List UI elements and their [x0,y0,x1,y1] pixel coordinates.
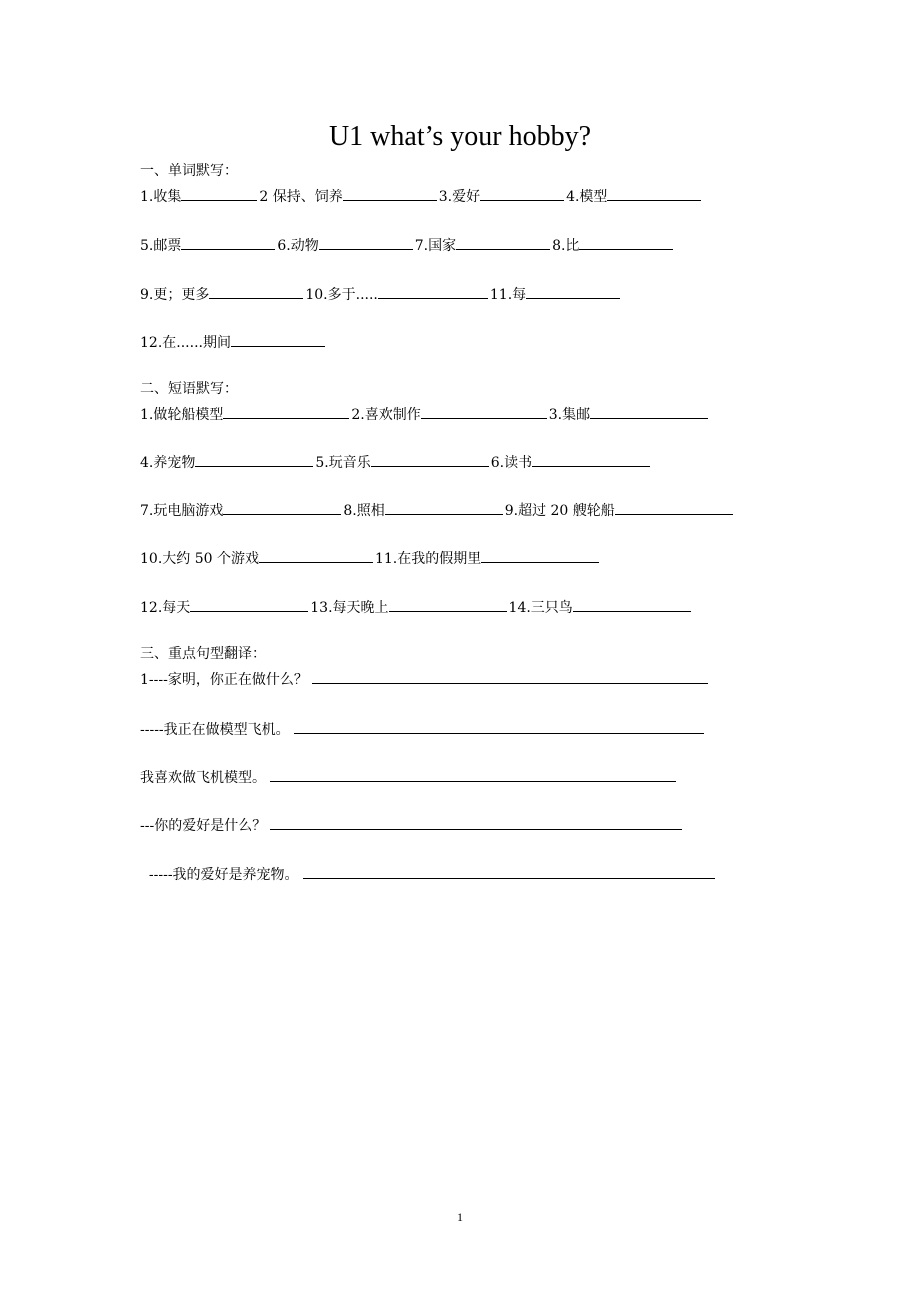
phrase-item: 12.每天 [140,600,191,616]
section1-row-4 [140,332,327,352]
answer-blank[interactable] [371,452,489,467]
phrase-item: 9.超过 20 艘轮船 [504,503,615,519]
phrase-item: 1.做轮船模型 [140,407,224,423]
phrase-item: 7.玩电脑游戏 [140,503,224,519]
section3-heading: 三、重点句型翻译： [140,646,266,662]
page-title: U1 what’s your hobby? [328,121,592,152]
answer-blank[interactable] [312,669,708,684]
answer-blank[interactable] [195,452,313,467]
phrase-item: 10.大约 50 个游戏 [140,551,259,567]
vocab-item: 7.国家 [414,238,457,254]
section1-row-2 [140,235,675,255]
answer-blank[interactable] [579,235,673,250]
section1-heading: 一、单词默写： [140,163,238,179]
answer-blank[interactable] [303,864,715,879]
answer-blank[interactable] [319,235,413,250]
phrase-item: 11.在我的假期里 [374,551,482,567]
phrase-item: 2.喜欢制作 [351,407,421,423]
section2-row-3 [140,500,735,520]
vocab-item: 10.多于..... [305,287,378,303]
answer-blank[interactable] [294,719,704,734]
answer-blank[interactable] [223,404,349,419]
answer-blank[interactable] [526,284,620,299]
sentence-row-5 [140,864,717,884]
answer-blank[interactable] [223,500,341,515]
answer-blank[interactable] [190,597,308,612]
answer-blank[interactable] [607,186,701,201]
answer-blank[interactable] [209,284,303,299]
section2-heading: 二、短语默写： [140,381,238,397]
vocab-item: 6.动物 [277,238,319,254]
answer-blank[interactable] [231,332,325,347]
sentence-prompt: 我喜欢做飞机模型。 [140,770,266,786]
vocab-item: 2 保持、饲养 [259,189,343,205]
phrase-item: 5.玩音乐 [315,455,371,471]
phrase-item: 13.每天晚上 [310,600,389,616]
section1-row-3 [140,284,622,304]
answer-blank[interactable] [456,235,550,250]
sentence-prompt: ---你的爱好是什么？ [140,818,267,834]
answer-blank[interactable] [389,597,507,612]
sentence-prompt: -----我正在做模型飞机。 [140,722,290,738]
answer-blank[interactable] [481,548,599,563]
answer-blank[interactable] [532,452,650,467]
answer-blank[interactable] [615,500,733,515]
vocab-item: 4.模型 [566,189,608,205]
answer-blank[interactable] [259,548,373,563]
sentence-row-3 [140,767,678,787]
answer-blank[interactable] [181,235,275,250]
section1-row-1 [140,186,703,206]
section2-row-1 [140,404,710,424]
phrase-item: 4.养宠物 [140,455,196,471]
answer-blank[interactable] [590,404,708,419]
vocab-item: 9.更；更多 [140,287,210,303]
vocab-item: 1.收集 [140,189,182,205]
section2-row-4 [140,548,601,568]
phrase-item: 3.集邮 [548,407,591,423]
section2-row-5 [140,597,693,617]
sentence-prompt: 1----家明，你正在做什么？ [140,672,308,688]
sentence-prompt: -----我的爱好是养宠物。 [140,867,299,883]
sentence-row-4 [140,815,684,835]
answer-blank[interactable] [573,597,691,612]
section2-row-2 [140,452,652,472]
vocab-item: 5.邮票 [140,238,182,254]
phrase-item: 6.读书 [490,455,533,471]
vocab-item: 3.爱好 [438,189,481,205]
answer-blank[interactable] [421,404,547,419]
phrase-item: 14.三只鸟 [508,600,573,616]
sentence-row-2 [140,719,706,739]
vocab-item: 11.每 [489,287,527,303]
answer-blank[interactable] [270,815,682,830]
sentence-row-1 [140,669,710,689]
answer-blank[interactable] [385,500,503,515]
answer-blank[interactable] [181,186,257,201]
answer-blank[interactable] [378,284,488,299]
vocab-item: 8.比 [552,238,580,254]
phrase-item: 8.照相 [343,503,385,519]
answer-blank[interactable] [343,186,437,201]
answer-blank[interactable] [480,186,564,201]
answer-blank[interactable] [270,767,676,782]
vocab-item: 12.在......期间 [140,335,231,351]
page-number: 1 [457,1210,463,1224]
